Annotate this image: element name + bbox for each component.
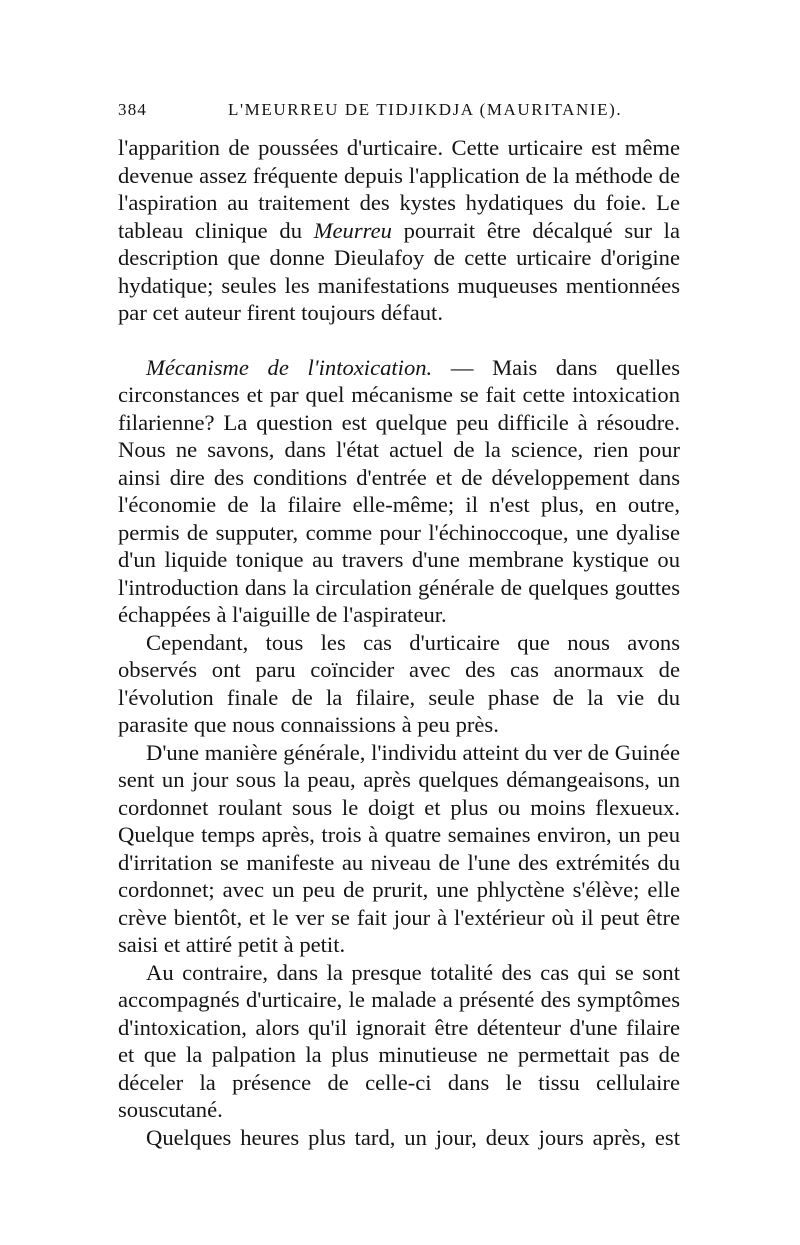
paragraph-quelques-heures: Quelques heures plus tard, un jour, deux jours après, est [146,1124,680,1150]
paragraph-text: — Mais dans quelles circonstances et par quel mécanisme se fait cette intoxication filarienne? La question est quelque peu difficile à résoudre. Nous ne savons, dans l'état actuel de la science, rien pour ainsi dire des conditions d'entrée et de développement dans l'économie de la filaire elle-même; il n'est plus, en outre, permis de supputer, comme pour l'échinoccoque, une dyalise d'un liquide tonique au travers d'une membrane kystique ou l'introduction dans la circulation générale de quelques gouttes échappées à l'aiguille de l'aspirateur. [118,354,680,627]
section-gap [118,327,680,354]
running-header [118,100,680,134]
page-number: 384 [118,100,148,119]
paragraph-cependant: Cependant, tous les cas d'urticaire que nous avons observés ont paru coïncider avec des cas anormaux de l'évolution finale de la filaire, seule phase de la vie du parasite que nous connaissions à peu près. [118,629,680,737]
paragraph-urticaire [118,134,680,327]
running-title: L'MEURREU DE TIDJIKDJA (MAURITANIE). [228,100,623,119]
paragraph-text: l'apparition de poussées d'urticaire. Cette urticaire est même devenue assez fréquente depuis l'application de la méthode de l'aspiration au traitement des kystes hydatiques du foie. Le tableau clinique du [118,135,680,243]
book-page [118,100,680,1151]
italic-term: Meurreu [313,217,392,243]
paragraph-au-contraire: Au contraire, dans la presque totalité des cas qui se sont accompagnés d'urticaire, le malade a présenté des symptômes d'intoxication, alors qu'il ignorait être détenteur d'une filaire et que la palpation la plus minutieuse ne permettait pas de déceler la présence de celle-ci dans le tissu cellulaire souscutané. [118,959,680,1122]
section-heading: Mécanisme de l'intoxication. [146,354,433,380]
paragraph-text: pourrait être décalqué sur la description que donne Dieulafoy de cette urticaire d'origine hydatique; seules les manifestations muqueuses mentionnées par cet auteur firent toujours défaut. [118,217,680,325]
body-text [118,134,680,1151]
paragraph-mecanisme [118,354,680,629]
paragraph-maniere-generale: D'une manière générale, l'individu atteint du ver de Guinée sent un jour sous la peau, après quelques démangeaisons, un cordonnet roulant sous le doigt et plus ou moins flexueux. Quelque temps après, trois à quatre semaines environ, un peu d'irritation se manifeste au niveau de l'une des extrémités du cordonnet; avec un peu de prurit, une phlyctène s'élève; elle crève bientôt, et le ver se fait jour à l'extérieur où il peut être saisi et attiré petit à petit. [118,739,680,957]
